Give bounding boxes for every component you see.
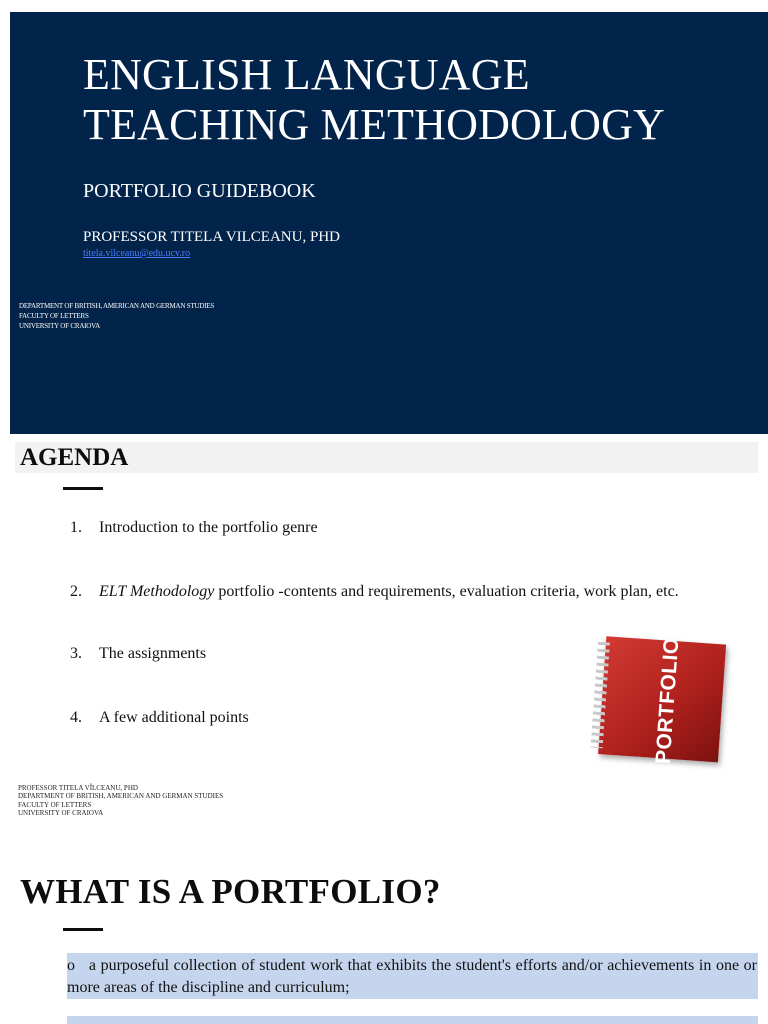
author-email-link[interactable]: titela.vilceanu@edu.ucv.ro <box>83 248 191 259</box>
dept-line: DEPARTMENT OF BRITISH, AMERICAN AND GERMAN STUDIES <box>19 302 215 310</box>
agenda-item-number: 1. <box>70 519 82 536</box>
department-info <box>19 301 214 331</box>
agenda-item-text: The assignments <box>99 645 207 662</box>
agenda-item-number: 2. <box>70 583 82 600</box>
agenda-item-italic-label: ELT Methodology <box>99 583 215 600</box>
agenda-item <box>70 514 690 542</box>
footer-line: UNIVERSITY OF CRAIOVA <box>18 809 104 818</box>
section-title: WHAT IS A PORTFOLIO? <box>20 872 441 911</box>
footer-line: DEPARTMENT OF BRITISH, AMERICAN AND GERMAN STUDIES <box>18 792 224 801</box>
title-slide <box>10 12 768 434</box>
agenda-accent-bar <box>63 487 103 490</box>
dept-line: UNIVERSITY OF CRAIOVA <box>19 322 100 330</box>
agenda-item-text: Introduction to the portfolio genre <box>99 519 318 536</box>
notebook-label: PORTFOLIO <box>651 636 684 765</box>
agenda-item-text: portfolio -contents and requirements, evaluation criteria, work plan, etc. <box>214 583 679 600</box>
dept-line: FACULTY OF LETTERS <box>19 312 89 320</box>
section-accent-bar <box>63 928 103 931</box>
slide-footer <box>18 784 223 818</box>
footer-line: FACULTY OF LETTERS <box>18 800 92 809</box>
bullet-text: a purposeful collection of student work that exhibits the student's efforts and/or achievements in one or more areas of the discipline and curriculum; <box>67 957 757 996</box>
bullet-marker: o <box>67 957 75 974</box>
title-line-2: TEACHING METHODOLOGY <box>83 100 666 149</box>
agenda-header <box>15 442 758 473</box>
author-name: PROFESSOR TITELA VILCEANU, PHD <box>83 229 340 245</box>
title-line-1: ENGLISH LANGUAGE <box>83 50 530 99</box>
portfolio-notebook-image <box>588 636 728 767</box>
agenda-item-text: A few additional points <box>99 709 249 726</box>
main-title <box>83 50 665 150</box>
agenda-item-number: 4. <box>70 709 82 726</box>
bullet-paragraph <box>67 955 757 999</box>
footer-line: PROFESSOR TITELA VÎLCEANU, PHD <box>18 784 138 792</box>
subtitle: PORTFOLIO GUIDEBOOK <box>83 180 316 202</box>
agenda-item <box>70 578 690 606</box>
agenda-title: AGENDA <box>20 444 129 471</box>
next-bullet-highlight <box>67 1016 758 1024</box>
agenda-item-number: 3. <box>70 645 82 662</box>
